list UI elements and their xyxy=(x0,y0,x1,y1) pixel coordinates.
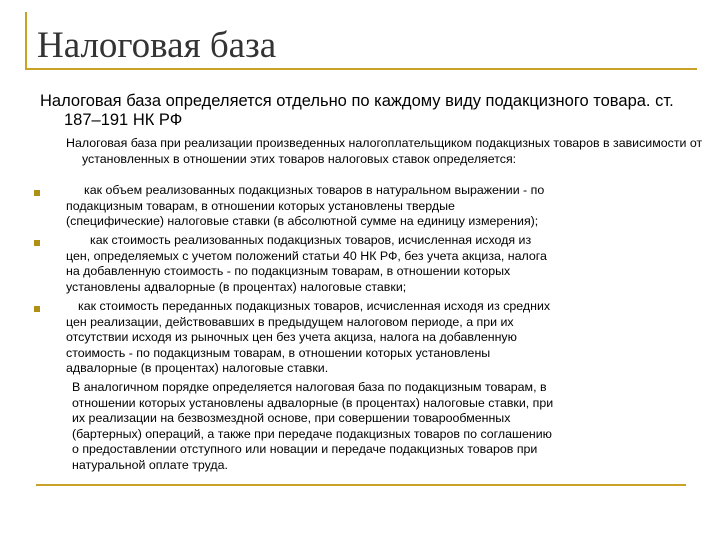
bullet-line: стоимость - по подакцизным товарам, в отношении которых установлены xyxy=(66,345,491,360)
bullet-line: (специфические) налоговые ставки (в абсолютной сумме на единицу измерения); xyxy=(66,214,539,229)
bullet-item-transferred-value xyxy=(66,299,706,377)
bullet-line: на добавленную стоимость - по подакцизным товарам, в отношении которых xyxy=(66,264,511,279)
bullet-item-natural-volume xyxy=(66,183,706,230)
bullet-square-icon xyxy=(34,190,40,196)
bullet-square-icon xyxy=(34,306,40,312)
bullet-item-sales-value xyxy=(66,233,706,295)
intro-paragraph: Налоговая база при реализации произведенных налогоплательщиком подакцизных товаров в зависимости от установленных в отношении этих товаров налоговых ставок определяется: xyxy=(66,136,703,166)
bullet-line: цен реализации, действовавших в предыдущем налоговом периоде, а при их xyxy=(66,314,514,329)
title-underline xyxy=(25,68,697,70)
paragraph-line: (бартерных) операций, а также при передаче подакцизных товаров по соглашению xyxy=(72,426,552,441)
paragraph-line: их реализации на безвозмездной основе, при совершении товарообменных xyxy=(72,411,511,426)
lead-paragraph: Налоговая база определяется отдельно по каждому виду подакцизного товара. ст. 187–191 НК РФ xyxy=(40,92,674,129)
paragraph-line: отношении которых установлены адвалорные (в процентах) налоговые ставки, при xyxy=(72,395,554,410)
paragraph-line: о предоставлении отступного или новации и передаче подакцизных товаров при xyxy=(72,442,538,457)
closing-paragraph xyxy=(66,380,706,474)
bullet-line: подакцизным товарам, в отношении которых установлены твердые xyxy=(66,198,455,213)
bullet-line: цен, определяемых с учетом положений статьи 40 НК РФ, без учета акциза, налога xyxy=(66,248,547,263)
bullet-square-icon xyxy=(34,240,40,246)
bullet-line: как стоимость переданных подакцизных товаров, исчисленная исходя из средних xyxy=(78,299,551,313)
bullet-line: как стоимость реализованных подакцизных товаров, исчисленная исходя из xyxy=(90,233,532,247)
bullet-line: установлены адвалорные (в процентах) налоговые ставки; xyxy=(66,279,407,294)
bullet-line: отсутствии исходя из рыночных цен без учета акциза, налога на добавленную xyxy=(66,330,517,345)
bullet-line: как объем реализованных подакцизных товаров в натуральном выражении - по xyxy=(84,183,545,197)
title-accent-vertical-line xyxy=(25,12,27,68)
paragraph-line: натуральной оплате труда. xyxy=(72,457,228,472)
paragraph-line: В аналогичном порядке определяется налоговая база по подакцизным товарам, в xyxy=(72,380,547,394)
bullet-line: адвалорные (в процентах) налоговые ставки. xyxy=(66,361,329,376)
slide-title: Налоговая база xyxy=(37,25,277,66)
footer-line xyxy=(36,484,686,486)
